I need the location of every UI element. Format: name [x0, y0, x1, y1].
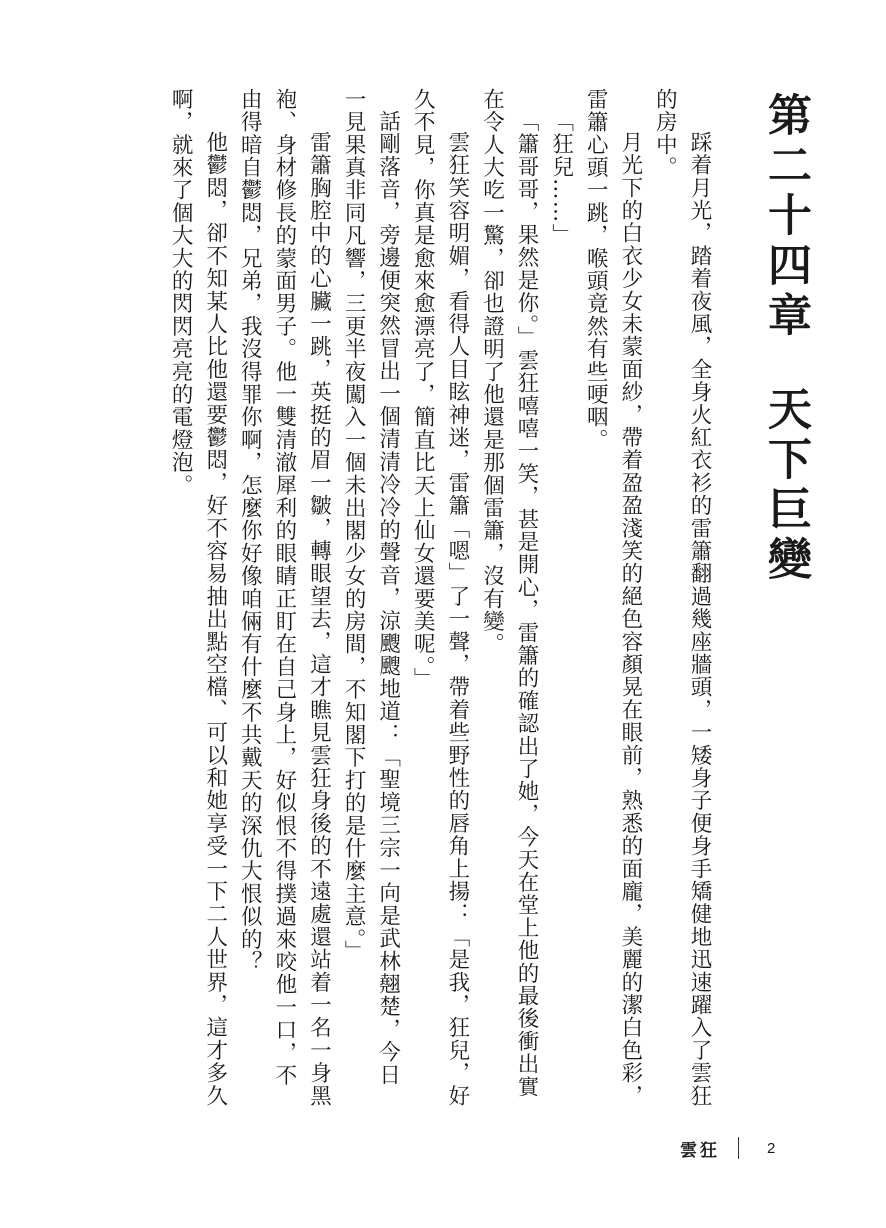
chapter-number: 第二十四章	[760, 92, 811, 342]
page-footer	[680, 1136, 775, 1160]
paragraph: 他鬱悶，卻不知某人比他還要鬱悶，好不容易抽出點空檔、可以和她享受一下二人世界，這才多久啊，就來了個大大的閃閃亮亮的電燈泡。	[168, 88, 228, 1108]
footer-divider	[738, 1137, 739, 1159]
chapter-title: 天下巨變	[760, 386, 811, 586]
chapter-heading	[760, 92, 810, 592]
page-number: 2	[767, 1139, 776, 1157]
paragraph: 話剛落音，旁邊便突然冒出一個清清冷冷的聲音，涼颼颼地道：「聖境三宗一向是武林翹楚，今日一見果真非同凡響，三更半夜闖入一個未出閣少女的房間，不知閣下打的是什麼主意。」	[341, 88, 401, 1086]
book-title: 雲狂	[680, 1140, 720, 1161]
paragraph: 雷簫胸腔中的心臟一跳，英挺的眉一皺，轉眼望去，這才瞧見雲狂身後的不遠處還站着一名一身黑袍、身材修長的蒙面男子。他一雙清澈犀利的眼睛正盯在自己身上，好似恨不得撲過來咬他一口，不由得暗自鬱悶，兄弟，我沒得罪你啊，怎麼你好像咱倆有什麼不共戴天的深仇大恨似的？	[237, 88, 332, 1108]
chapter-body	[136, 88, 716, 1108]
paragraph: 踩着月光，踏着夜風，全身火紅衣衫的雷簫翻過幾座牆頭，一矮身子便身手矯健地迅速躍入了雲狂的房中。	[652, 88, 712, 1108]
paragraph: 月光下的白衣少女未蒙面紗，帶着盈盈淺笑的絕色容顏晃在眼前，熟悉的面龐，美麗的潔白色彩，雷簫心頭一跳，喉頭竟然有些哽咽。	[583, 88, 643, 1108]
paragraph: 「簫哥哥，果然是你。」雲狂嘻嘻一笑，甚是開心，雷簫的確認出了她，今天在堂上他的最後衝出實在令人大吃一驚，卻也證明了他還是那個雷簫，沒有變。	[479, 88, 540, 1098]
paragraph: 雲狂笑容明媚，看得人目眩神迷，雷簫「嗯」了一聲，帶着些野性的唇角上揚：「是我，狂兒，好久不見，你真是愈來愈漂亮了，簡直比天上仙女還要美呢。」	[410, 88, 470, 1108]
paragraph: 「狂兒……」	[548, 109, 574, 246]
